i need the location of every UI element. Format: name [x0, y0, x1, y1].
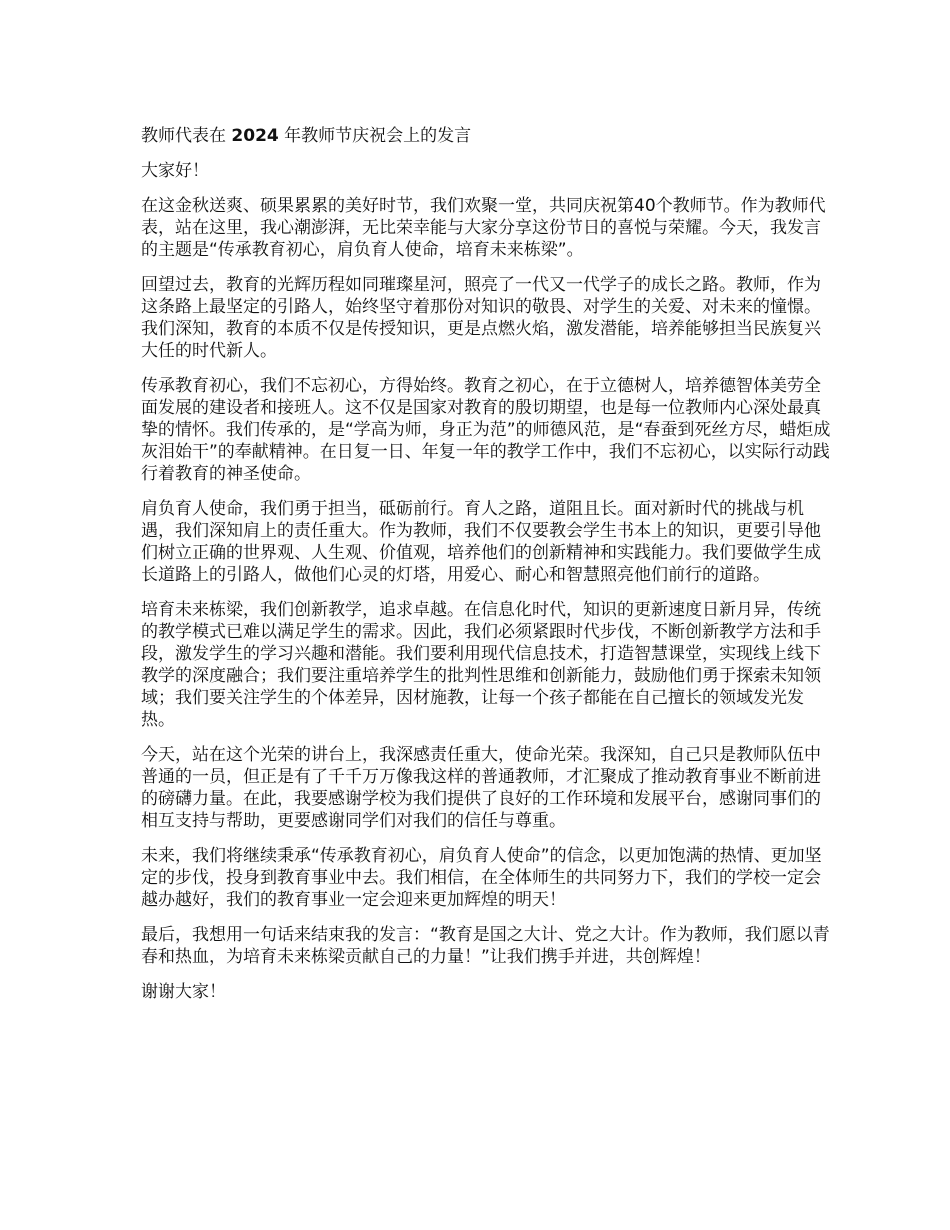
greeting: 大家好！	[141, 161, 209, 181]
closing: 谢谢大家！	[141, 982, 226, 1002]
paragraph-8: 最后，我想用一句话来结束我的发言：“教育是国之大计、党之大计。作为教师，我们愿以青春和热血，为培育未来栋梁贡献自己的力量！”让我们携手并进，共创辉煌！	[141, 925, 830, 967]
paragraph-2: 回望过去，教育的光辉历程如同璀璨星河，照亮了一代又一代学子的成长之路。教师，作为这条路上最坚定的引路人，始终坚守着那份对知识的敬畏、对学生的关爱、对未来的憧憬。我们深知，教育的本质不仅是传授知识，更是点燃火焰，激发潜能，培养能够担当民族复兴大任的时代新人。	[141, 275, 821, 361]
document-title	[141, 125, 833, 147]
title-year: 2024	[231, 126, 279, 146]
paragraph-5: 培育未来栋梁，我们创新教学，追求卓越。在信息化时代，知识的更新速度日新月异，传统的教学模式已难以满足学生的需求。因此，我们必须紧跟时代步伐，不断创新教学方法和手段，激发学生的学习兴趣和潜能。我们要利用现代信息技术，打造智慧课堂，实现线上线下教学的深度融合；我们要注重培养学生的批判性思维和创新能力，鼓励他们勇于探索未知领域；我们要关注学生的个体差异，因材施教，让每一个孩子都能在自己擅长的领域发光发热。	[141, 600, 821, 730]
title-prefix: 教师代表在	[141, 126, 226, 146]
paragraph-3: 传承教育初心，我们不忘初心，方得始终。教育之初心，在于立德树人，培养德智体美劳全面发展的建设者和接班人。这不仅是国家对教育的殷切期望，也是每一位教师内心深处最真挚的情怀。我们传承的，是“学高为师，身正为范”的师德风范，是“春蚕到死丝方尽，蜡炬成灰泪始干”的奉献精神。在日复一日、年复一年的教学工作中，我们不忘初心，以实际行动践行着教育的神圣使命。	[141, 376, 831, 484]
title-suffix: 年教师节庆祝会上的发言	[284, 126, 472, 146]
paragraph-4: 肩负育人使命，我们勇于担当，砥砺前行。育人之路，道阻且长。面对新时代的挑战与机遇，我们深知肩上的责任重大。作为教师，我们不仅要教会学生书本上的知识，更要引导他们树立正确的世界观、人生观、价值观，培养他们的创新精神和实践能力。我们要做学生成长道路上的引路人，做他们心灵的灯塔，用爱心、耐心和智慧照亮他们前行的道路。	[141, 499, 821, 585]
speech-document	[141, 125, 833, 1016]
paragraph-7: 未来，我们将继续秉承“传承教育初心，肩负育人使命”的信念，以更加饱满的热情、更加坚定的步伐，投身到教育事业中去。我们相信，在全体师生的共同努力下，我们的学校一定会越办越好，我们的教育事业一定会迎来更加辉煌的明天！	[141, 846, 822, 910]
paragraph-1: 在这金秋送爽、硕果累累的美好时节，我们欢聚一堂，共同庆祝第40个教师节。作为教师代表，站在这里，我心潮澎湃，无比荣幸能与大家分享这份节日的喜悦与荣耀。今天，我发言的主题是“传承教育初心，肩负育人使命，培育未来栋梁”。	[141, 196, 826, 260]
paragraph-6: 今天，站在这个光荣的讲台上，我深感责任重大，使命光荣。我深知，自己只是教师队伍中普通的一员，但正是有了千千万万像我这样的普通教师，才汇聚成了推动教育事业不断前进的磅礴力量。在此，我要感谢学校为我们提供了良好的工作环境和发展平台，感谢同事们的相互支持与帮助，更要感谢同学们对我们的信任与尊重。	[141, 745, 821, 831]
